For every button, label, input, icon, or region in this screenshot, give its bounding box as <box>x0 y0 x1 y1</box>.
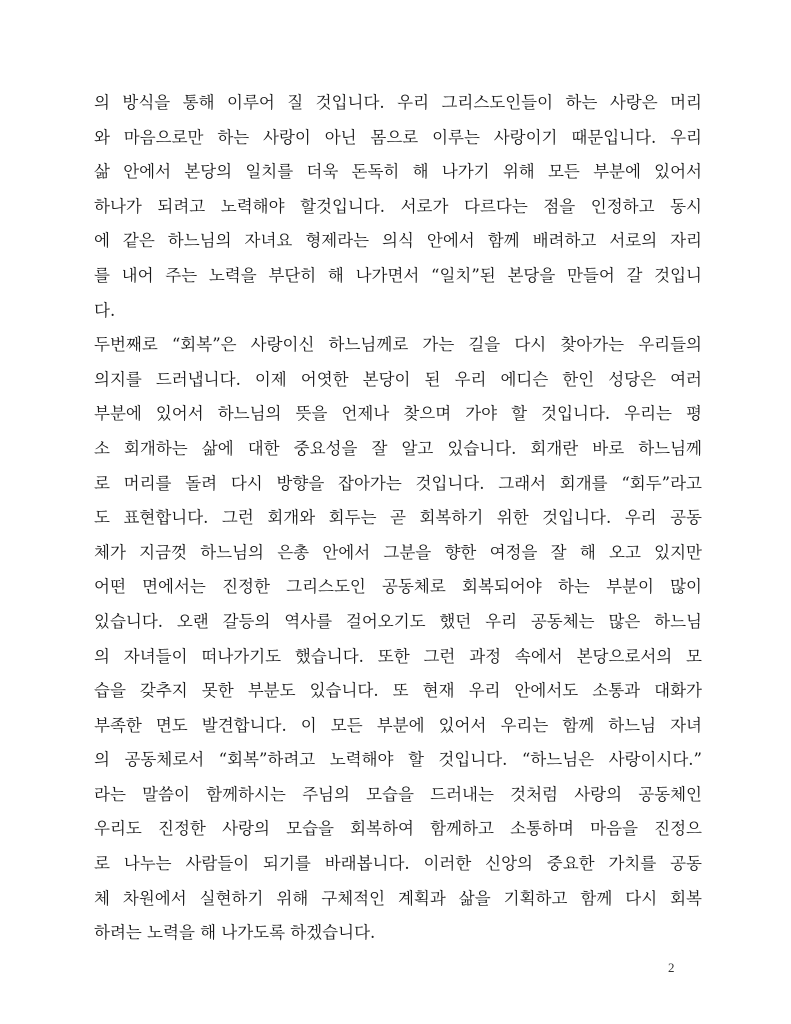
text-line-6: 를 내어 주는 노력을 부단히 해 나가면서 “일치”된 본당을 만들어 갈 것입니 <box>94 265 702 285</box>
text-line-5: 에 같은 하느님의 자녀요 형제라는 의식 안에서 함께 배려하고 서로의 자리 <box>94 231 702 251</box>
text-line-17: 의 자녀들이 떠나가기도 했습니다. 또한 그런 과정 속에서 본당으로서의 모 <box>94 646 702 666</box>
text-line-11: 소 회개하는 삶에 대한 중요성을 잘 알고 있습니다. 회개란 바로 하느님께 <box>94 438 702 458</box>
text-line-25: 하려는 노력을 해 나가도록 하겠습니다. <box>94 923 376 943</box>
body-text <box>94 86 702 951</box>
text-line-20: 의 공동체로서 “회복”하려고 노력해야 할 것입니다. “하느님은 사랑이시다.” <box>94 750 702 770</box>
text-line-14: 체가 지금껏 하느님의 은총 안에서 그분을 향한 여정을 잘 해 오고 있지만 <box>94 542 702 562</box>
text-line-1: 의 방식을 통해 이루어 질 것입니다. 우리 그리스도인들이 하는 사랑은 머리 <box>94 93 702 112</box>
text-line-19: 부족한 면도 발견합니다. 이 모든 부분에 있어서 우리는 함께 하느님 자녀 <box>94 715 702 735</box>
page-number: 2 <box>668 960 675 975</box>
text-line-10: 부분에 있어서 하느님의 뜻을 언제나 찾으며 가야 할 것입니다. 우리는 평 <box>94 404 702 424</box>
text-line-13: 도 표현합니다. 그런 회개와 회두는 곧 회복하기 위한 것입니다. 우리 공동 <box>94 508 702 528</box>
text-line-4: 하나가 되려고 노력해야 할것입니다. 서로가 다르다는 점을 인정하고 동시 <box>94 196 702 216</box>
text-line-8: 두번째로 “회복”은 사랑이신 하느님께로 가는 길을 다시 찾아가는 우리들의 <box>94 335 702 355</box>
text-line-18: 습을 갖추지 못한 부분도 있습니다. 또 현재 우리 안에서도 소통과 대화가 <box>94 681 702 701</box>
text-line-15: 어떤 면에서는 진정한 그리스도인 공동체로 회복되어야 하는 부분이 많이 <box>94 577 702 597</box>
text-line-21: 라는 말씀이 함께하시는 주님의 모습을 드러내는 것처럼 사랑의 공동체인 <box>94 784 702 804</box>
text-line-3: 삶 안에서 본당의 일치를 더욱 돈독히 해 나가기 위해 모든 부분에 있어서 <box>94 162 702 182</box>
text-line-24: 체 차원에서 실현하기 위해 구체적인 계획과 삶을 기획하고 함께 다시 회복 <box>94 888 702 908</box>
text-line-2: 와 마음으로만 하는 사랑이 아닌 몸으로 이루는 사랑이기 때문입니다. 우리 <box>94 127 702 147</box>
text-line-22: 우리도 진정한 사랑의 모습을 회복하여 함께하고 소통하며 마음을 진정으 <box>94 819 702 839</box>
text-line-9: 의지를 드러냅니다. 이제 어엿한 본당이 된 우리 에디슨 한인 성당은 여러 <box>94 369 702 389</box>
text-line-23: 로 나누는 사람들이 되기를 바래봅니다. 이러한 신앙의 중요한 가치를 공동 <box>94 854 702 874</box>
text-line-7: 다. <box>94 300 116 320</box>
text-line-16: 있습니다. 오랜 갈등의 역사를 걸어오기도 했던 우리 공동체는 많은 하느님 <box>94 611 702 631</box>
text-line-12: 로 머리를 돌려 다시 방향을 잡아가는 것입니다. 그래서 회개를 “회두”라고 <box>94 473 702 493</box>
